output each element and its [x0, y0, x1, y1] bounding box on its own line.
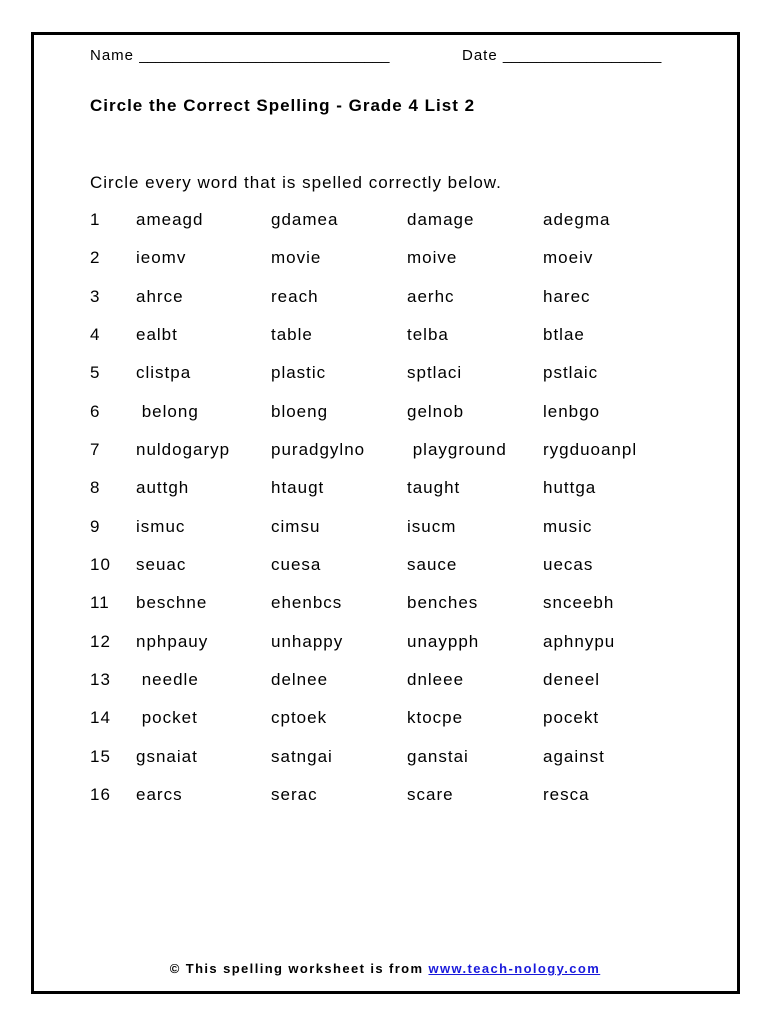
date-blank-line[interactable]: ___________________	[502, 47, 662, 64]
word-option[interactable]: bloeng	[271, 401, 329, 421]
row-number: 12	[90, 631, 111, 651]
row-number: 13	[90, 670, 111, 690]
word-option[interactable]: delnee	[271, 670, 329, 690]
footer-text: © This spelling worksheet is from	[169, 961, 429, 976]
row-number: 8	[90, 478, 101, 498]
word-option[interactable]: damage	[407, 210, 475, 229]
word-option[interactable]: table	[271, 325, 313, 345]
word-option[interactable]: music	[543, 516, 593, 536]
word-option[interactable]: ameagd	[136, 210, 204, 229]
word-row	[90, 285, 690, 323]
name-blank-line[interactable]: ______________________________	[139, 47, 390, 64]
date-label: Date	[462, 47, 498, 64]
word-option[interactable]: pocekt	[543, 708, 600, 728]
word-option[interactable]: nuldogaryp	[136, 440, 231, 460]
name-label: Name	[90, 47, 135, 64]
word-option[interactable]: ehenbcs	[271, 593, 343, 613]
word-option[interactable]: sauce	[407, 555, 458, 575]
word-option[interactable]: cimsu	[271, 516, 321, 536]
worksheet-title: Circle the Correct Spelling - Grade 4 List 2	[90, 96, 476, 115]
word-option[interactable]: beschne	[136, 593, 208, 613]
word-option[interactable]: movie	[271, 248, 322, 268]
word-option[interactable]: reach	[271, 286, 319, 306]
word-row	[90, 246, 690, 284]
word-option[interactable]: uecas	[543, 555, 594, 575]
row-number: 15	[90, 746, 111, 766]
word-option[interactable]: cuesa	[271, 555, 322, 575]
instructions: Circle every word that is spelled correctly below.	[90, 173, 502, 192]
word-option[interactable]: playground	[407, 440, 507, 460]
word-row	[90, 208, 690, 246]
word-option[interactable]: deneel	[543, 670, 601, 690]
word-option[interactable]: aphnypu	[543, 631, 616, 651]
word-option[interactable]: satngai	[271, 746, 333, 766]
word-option[interactable]: adegma	[543, 210, 611, 229]
word-option[interactable]: serac	[271, 785, 318, 805]
word-option[interactable]: snceebh	[543, 593, 615, 613]
name-field[interactable]	[90, 47, 389, 64]
word-option[interactable]: puradgylno	[271, 440, 366, 460]
word-option[interactable]: unaypph	[407, 631, 480, 651]
word-option[interactable]: pstlaic	[543, 363, 599, 383]
word-option[interactable]: ealbt	[136, 325, 178, 345]
word-option[interactable]: auttgh	[136, 478, 190, 498]
word-row	[90, 361, 690, 399]
word-option[interactable]: unhappy	[271, 631, 344, 651]
word-option[interactable]: huttga	[543, 478, 597, 498]
word-option[interactable]: scare	[407, 785, 454, 805]
row-number: 1	[90, 210, 101, 229]
word-row	[90, 476, 690, 514]
footer-link[interactable]: www.teach-nology.com	[428, 961, 601, 976]
word-option[interactable]: benches	[407, 593, 479, 613]
date-field[interactable]	[462, 47, 661, 64]
word-option[interactable]: ktocpe	[407, 708, 464, 728]
word-row	[90, 668, 690, 706]
word-option[interactable]: htaugt	[271, 478, 325, 498]
word-row	[90, 591, 690, 629]
word-option[interactable]: gdamea	[271, 210, 339, 229]
word-option[interactable]: rygduoanpl	[543, 440, 638, 460]
word-row	[90, 438, 690, 476]
word-option[interactable]: plastic	[271, 363, 327, 383]
word-row	[90, 783, 690, 821]
word-option[interactable]: sptlaci	[407, 363, 463, 383]
word-option[interactable]: gelnob	[407, 401, 465, 421]
word-option[interactable]: harec	[543, 286, 591, 306]
row-number: 2	[90, 248, 101, 268]
row-number: 5	[90, 363, 101, 383]
footer	[0, 961, 770, 976]
word-option[interactable]: lenbgo	[543, 401, 601, 421]
word-option[interactable]: taught	[407, 478, 461, 498]
word-option[interactable]: telba	[407, 325, 449, 345]
word-row	[90, 630, 690, 668]
word-option[interactable]: aerhc	[407, 286, 455, 306]
word-row	[90, 323, 690, 361]
row-number: 7	[90, 440, 101, 460]
word-row	[90, 400, 690, 438]
word-row	[90, 515, 690, 553]
word-option[interactable]: ahrce	[136, 286, 184, 306]
word-option[interactable]: resca	[543, 785, 590, 805]
row-number: 11	[90, 593, 110, 613]
word-option[interactable]: belong	[136, 401, 199, 421]
row-number: 6	[90, 401, 101, 421]
word-option[interactable]: needle	[136, 670, 199, 690]
word-option[interactable]: dnleee	[407, 670, 465, 690]
row-number: 9	[90, 516, 101, 536]
word-option[interactable]: isucm	[407, 516, 457, 536]
word-table	[90, 208, 690, 822]
row-number: 10	[90, 555, 111, 575]
word-option[interactable]: moeiv	[543, 248, 594, 268]
row-number: 4	[90, 325, 101, 345]
word-option[interactable]: against	[543, 746, 605, 766]
word-option[interactable]: ganstai	[407, 746, 469, 766]
word-option[interactable]: clistpa	[136, 363, 192, 383]
word-option[interactable]: cptoek	[271, 708, 328, 728]
word-option[interactable]: ieomv	[136, 248, 187, 268]
word-option[interactable]: pocket	[136, 708, 198, 728]
word-option[interactable]: ismuc	[136, 516, 186, 536]
row-number: 3	[90, 286, 101, 306]
row-number: 16	[90, 785, 111, 805]
word-option[interactable]: nphpauy	[136, 631, 209, 651]
word-option[interactable]: seuac	[136, 555, 187, 575]
word-row	[90, 553, 690, 591]
word-option[interactable]: earcs	[136, 785, 183, 805]
word-option[interactable]: gsnaiat	[136, 746, 198, 766]
word-option[interactable]: moive	[407, 248, 458, 268]
word-option[interactable]: btlae	[543, 325, 585, 345]
word-row	[90, 745, 690, 783]
row-number: 14	[90, 708, 111, 728]
word-row	[90, 706, 690, 744]
